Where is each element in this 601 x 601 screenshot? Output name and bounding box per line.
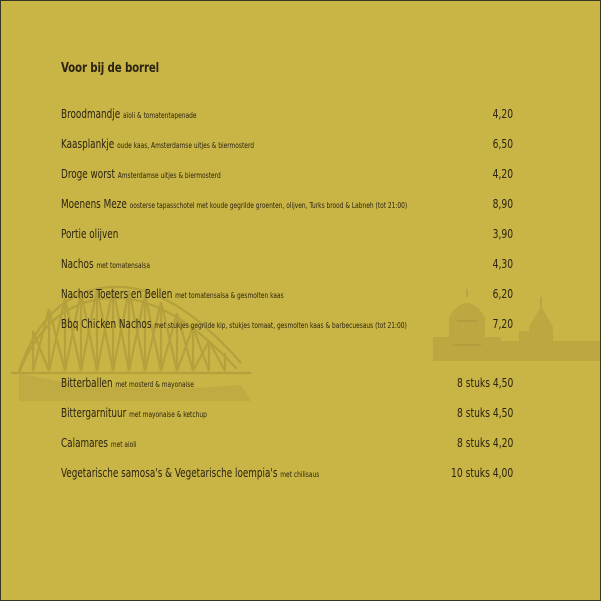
item-name: Kaasplankje <box>61 137 115 151</box>
item-description: met aioli <box>110 440 137 449</box>
item-price: 7,20 <box>492 317 513 331</box>
item-price: 3,90 <box>492 227 513 241</box>
item-price: 8 stuks 4,20 <box>456 436 513 450</box>
item-name: Calamares <box>61 436 109 450</box>
item-description: met mosterd & mayonaise <box>115 380 194 389</box>
menu-item <box>61 167 513 183</box>
menu-item <box>61 137 513 153</box>
item-name: Bittergarnituur <box>61 406 127 420</box>
item-description: oosterse tapasschotel met koude gegrilde groenten, olijven, Turks brood & Labneh (tot 21:00) <box>129 201 408 210</box>
menu-item <box>61 197 513 213</box>
item-description: oude kaas, Amsterdamse uitjes & biermosterd <box>117 141 255 150</box>
item-description: met chilisaus <box>280 470 320 479</box>
menu-item <box>61 287 513 303</box>
item-description: met tomatensalsa & gesmolten kaas <box>175 291 284 300</box>
menu-item <box>61 376 513 392</box>
menu-item <box>61 317 513 333</box>
menu-item <box>61 466 513 482</box>
item-description: met tomatensalsa <box>96 261 150 270</box>
menu-item <box>61 107 513 123</box>
item-description: aïoli & tomatentapenade <box>122 111 197 120</box>
item-name: Bbq Chicken Nachos <box>61 317 152 331</box>
menu-item <box>61 257 513 273</box>
item-description: met mayonaise & ketchup <box>129 410 207 419</box>
item-price: 8 stuks 4,50 <box>456 376 513 390</box>
item-price: 4,30 <box>492 257 513 271</box>
item-price: 6,50 <box>492 137 513 151</box>
item-price: 8 stuks 4,50 <box>456 406 513 420</box>
item-description: Amsterdamse uitjes & biermosterd <box>117 171 221 180</box>
item-price: 10 stuks 4,00 <box>450 466 513 480</box>
item-name: Vegetarische samosa's & Vegetarische loempia's <box>61 466 278 480</box>
section-title: Voor bij de borrel <box>61 61 160 76</box>
item-name: Moenens Meze <box>61 197 127 211</box>
item-name: Nachos Toeters en Bellen <box>61 287 173 301</box>
item-description: met stukjes gegrilde kip, stukjes tomaat, gesmolten kaas & barbecuesaus (tot 21:00) <box>154 321 407 330</box>
item-price: 4,20 <box>492 107 513 121</box>
menu-item <box>61 227 513 243</box>
menu-item <box>61 406 513 422</box>
item-price: 6,20 <box>492 287 513 301</box>
item-price: 4,20 <box>492 167 513 181</box>
item-name: Nachos <box>61 257 94 271</box>
item-name: Droge worst <box>61 167 115 181</box>
item-name: Portie olijven <box>61 227 119 241</box>
menu-item <box>61 436 513 452</box>
item-price: 8,90 <box>492 197 513 211</box>
item-name: Bitterballen <box>61 376 113 390</box>
item-name: Broodmandje <box>61 107 121 121</box>
